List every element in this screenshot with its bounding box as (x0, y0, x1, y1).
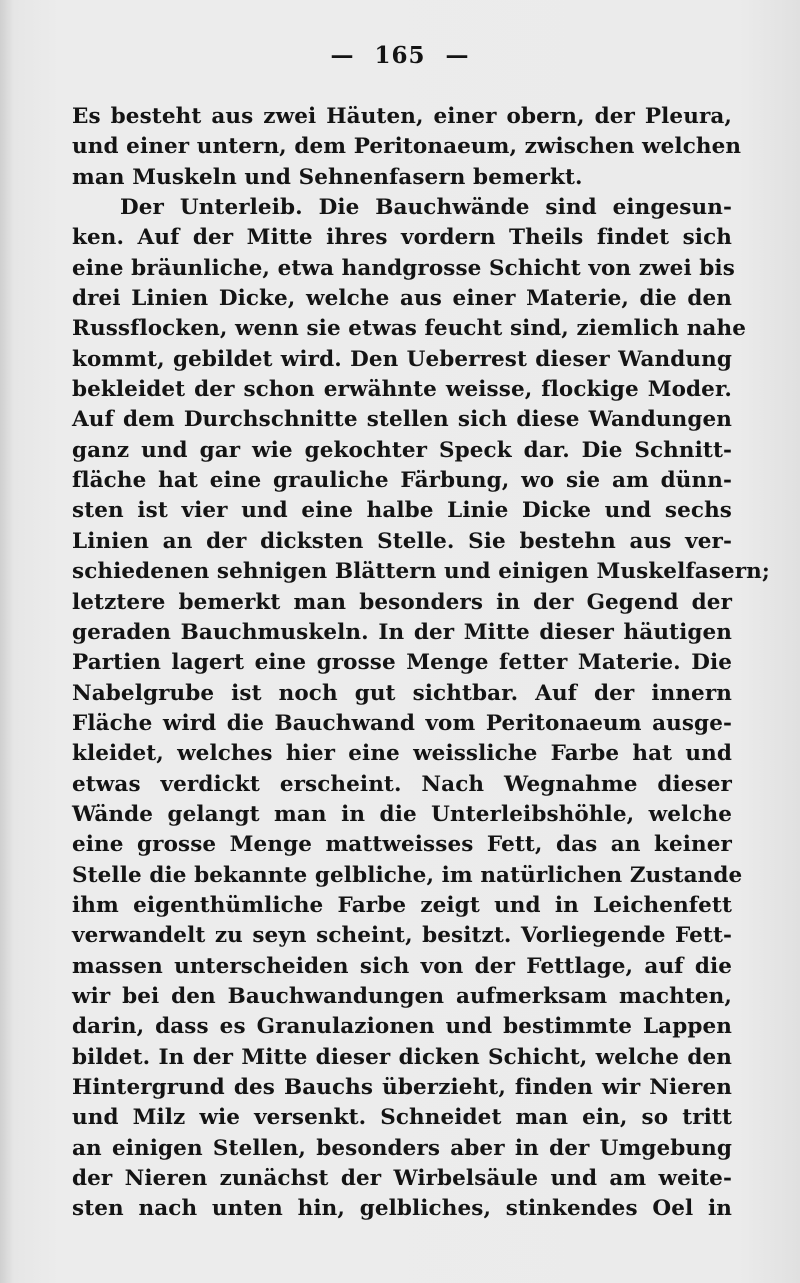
header-dash-left: — (330, 42, 355, 69)
text-line: verwandelt zu seyn scheint, besitzt. Vorliegende Fett- (72, 923, 732, 949)
text-line: letztere bemerkt man besonders in der Gegend der (72, 589, 732, 615)
text-line: man Muskeln und Sehnenfasern bemerkt. (72, 164, 583, 190)
text-line: darin, dass es Granulazionen und bestimmte Lappen (72, 1014, 732, 1040)
text-line: und Milz wie versenkt. Schneidet man ein, so tritt (72, 1105, 732, 1131)
text-line: der Nieren zunächst der Wirbelsäule und am weite- (72, 1166, 732, 1192)
text-line: Es besteht aus zwei Häuten, einer obern, der Pleura, (72, 104, 732, 129)
text-line: Nabelgrube ist noch gut sichtbar. Auf der innern (72, 680, 732, 706)
text-line: Wände gelangt man in die Unterleibshöhle, welche (72, 801, 732, 827)
text-line: Russflocken, wenn sie etwas feucht sind, ziemlich nahe (72, 316, 746, 342)
text-line: drei Linien Dicke, welche aus einer Materie, die den (72, 286, 732, 312)
header-dash-right: — (445, 42, 470, 69)
text-line: kommt, gebildet wird. Den Ueberrest dieser Wandung (72, 346, 732, 372)
text-line: Fläche wird die Bauchwand vom Peritonaeum ausge- (72, 710, 732, 736)
text-line: Hintergrund des Bauchs überzieht, finden wir Nieren (72, 1075, 732, 1100)
text-line: massen unterscheiden sich von der Fettlage, auf die (72, 953, 732, 979)
page-header (0, 40, 800, 72)
text-line: und einer untern, dem Peritonaeum, zwischen welchen (72, 134, 742, 160)
text-line: Linien an der dicksten Stelle. Sie bestehn aus ver- (72, 528, 732, 554)
text-line: ihm eigenthümliche Farbe zeigt und in Leichenfett (72, 892, 732, 918)
page-number: 165 (374, 42, 426, 69)
text-line: Der Unterleib. Die Bauchwände sind eingesun- (120, 195, 732, 221)
text-line: eine bräunliche, etwa handgrosse Schicht von zwei bis (72, 255, 735, 281)
text-line: etwas verdickt erscheint. Nach Wegnahme dieser (72, 771, 732, 797)
text-line: sten ist vier und eine halbe Linie Dicke und sechs (72, 498, 732, 524)
text-line: bekleidet der schon erwähnte weisse, flockige Moder. (72, 377, 732, 403)
text-line: geraden Bauchmuskeln. In der Mitte dieser häutigen (72, 619, 732, 645)
text-line: Partien lagert eine grosse Menge fetter Materie. Die (72, 650, 732, 676)
text-line: kleidet, welches hier eine weissliche Farbe hat und (72, 741, 732, 767)
text-line: wir bei den Bauchwandungen aufmerksam machten, (72, 983, 732, 1009)
text-line: an einigen Stellen, besonders aber in der Umgebung (72, 1135, 732, 1161)
text-line: schiedenen sehnigen Blättern und einigen Muskelfasern; (72, 559, 770, 585)
text-line: bildet. In der Mitte dieser dicken Schicht, welche den (72, 1044, 732, 1070)
text-line: Auf dem Durchschnitte stellen sich diese Wandungen (72, 407, 732, 433)
text-line: ken. Auf der Mitte ihres vordern Theils findet sich (72, 225, 732, 251)
text-line: eine grosse Menge mattweisses Fett, das an keiner (72, 832, 732, 858)
text-line: sten nach unten hin, gelbliches, stinkendes Oel in (72, 1196, 732, 1222)
body-text (72, 102, 770, 1225)
text-line: fläche hat eine grauliche Färbung, wo sie am dünn- (72, 468, 732, 494)
text-line: Stelle die bekannte gelbliche, im natürlichen Zustande (72, 862, 743, 888)
text-line: ganz und gar wie gekochter Speck dar. Die Schnitt- (72, 437, 732, 463)
